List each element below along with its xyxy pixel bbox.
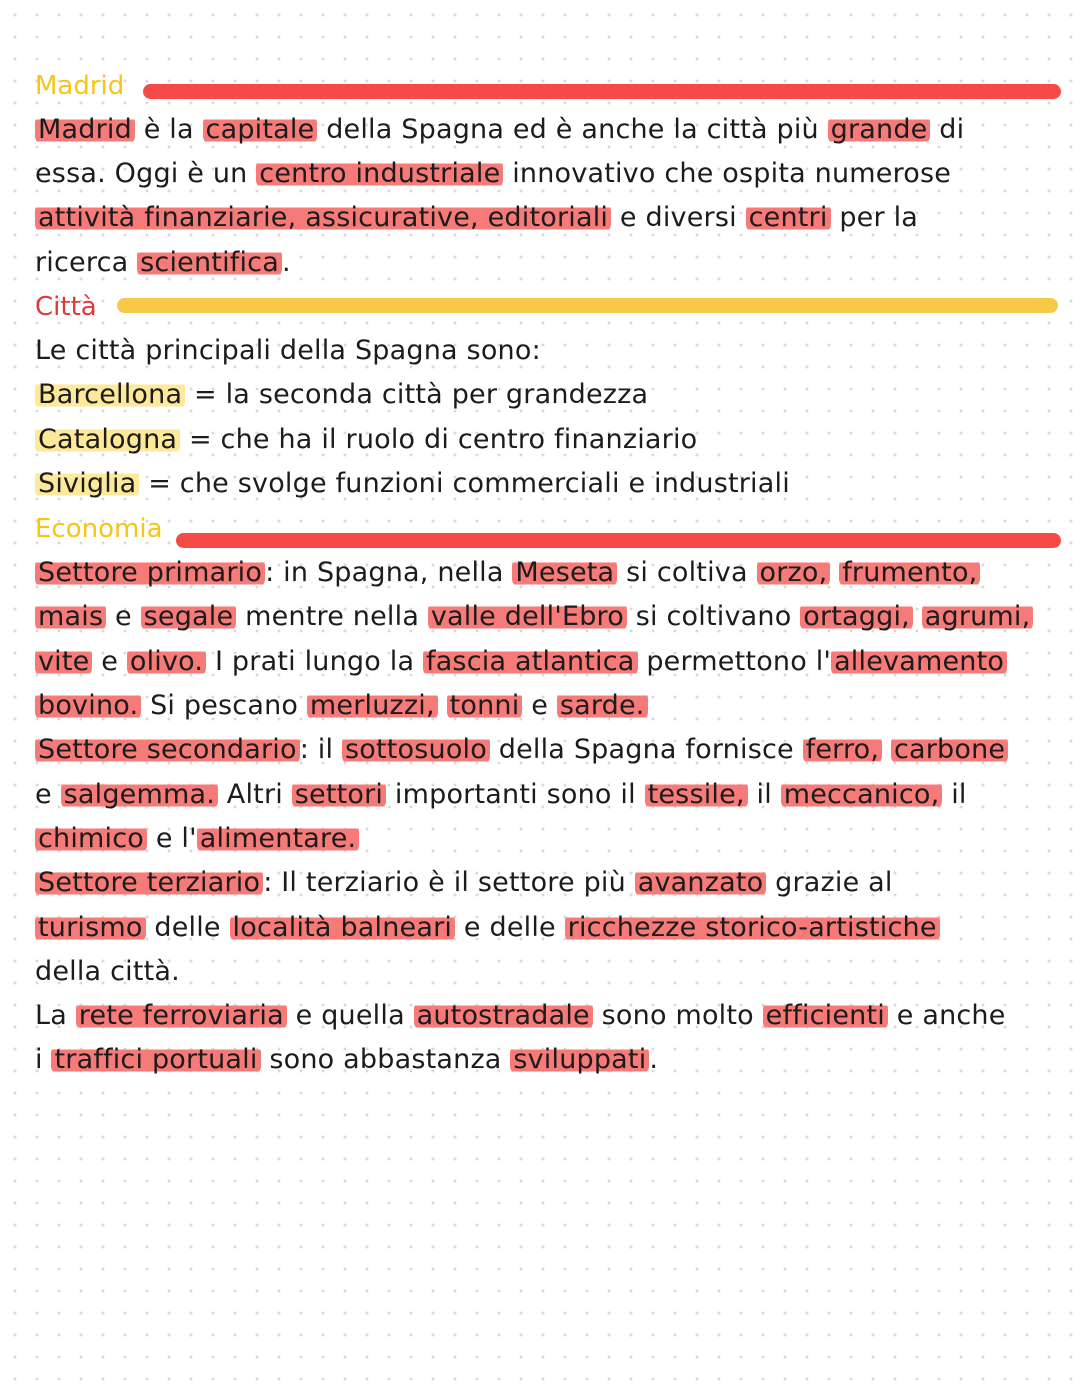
text-segment: . xyxy=(281,247,291,278)
text-segment: di xyxy=(930,114,965,145)
text-segment: e l' xyxy=(147,823,197,854)
highlighted-term: turismo xyxy=(35,912,146,943)
highlighted-term: grande xyxy=(828,114,931,145)
highlighted-term: Barcellona xyxy=(35,379,185,410)
highlighted-term: Settore primario xyxy=(35,557,265,588)
heading-citta-underline xyxy=(117,298,1058,313)
highlighted-term: scientifica xyxy=(137,247,282,278)
text-segment: il xyxy=(942,779,967,810)
highlighted-term: sottosuolo xyxy=(342,734,490,765)
highlighted-term: centro industriale xyxy=(256,158,503,189)
text-segment: e diversi xyxy=(611,202,746,233)
highlighted-term: fascia atlantica xyxy=(423,646,638,677)
text-segment: grazie al xyxy=(766,867,893,898)
economia-line xyxy=(35,952,180,992)
text-segment: il xyxy=(747,779,781,810)
highlighted-term: agrumi, xyxy=(922,601,1034,632)
text-segment: e quella xyxy=(286,1000,414,1031)
text-segment: è la xyxy=(134,114,203,145)
text-segment: . xyxy=(649,1044,659,1075)
text-segment: Si pescano xyxy=(141,690,307,721)
text-segment xyxy=(882,734,891,765)
text-segment: i xyxy=(35,1044,52,1075)
heading-citta: Città xyxy=(35,292,97,322)
text-segment: = che ha il ruolo di centro finanziario xyxy=(180,424,698,455)
economia-line xyxy=(35,775,967,815)
text-segment: delle xyxy=(145,912,230,943)
economia-line xyxy=(35,1040,658,1080)
heading-economia: Economia xyxy=(35,514,163,544)
text-segment: mentre nella xyxy=(236,601,428,632)
heading-economia-underline xyxy=(176,533,1061,548)
highlighted-term: orzo, xyxy=(757,557,831,588)
highlighted-term: carbone xyxy=(891,734,1008,765)
text-segment: si coltiva xyxy=(617,557,757,588)
text-segment: della città. xyxy=(35,956,180,987)
highlighted-term: avanzato xyxy=(635,867,767,898)
highlighted-term: Catalogna xyxy=(35,424,180,455)
text-segment: sono abbastanza xyxy=(260,1044,511,1075)
highlighted-term: traffici portuali xyxy=(51,1044,260,1075)
text-segment: e xyxy=(106,601,141,632)
highlighted-term: Siviglia xyxy=(35,468,139,499)
heading-economia-row xyxy=(35,509,163,549)
text-segment: importanti sono il xyxy=(386,779,645,810)
highlighted-term: attività finanziarie, assicurative, editoriali xyxy=(35,202,611,233)
heading-madrid-row xyxy=(35,66,124,106)
highlighted-term: sarde. xyxy=(557,690,648,721)
highlighted-term: vite xyxy=(35,646,92,677)
text-segment: essa. Oggi è un xyxy=(35,158,257,189)
highlighted-term: centri xyxy=(746,202,831,233)
madrid-line xyxy=(35,154,951,194)
text-segment: e xyxy=(522,690,557,721)
highlighted-term: tessile, xyxy=(645,779,748,810)
economia-line xyxy=(35,730,1008,770)
economia-line xyxy=(35,553,980,593)
text-segment: per la xyxy=(830,202,919,233)
highlighted-term: mais xyxy=(35,601,106,632)
highlighted-term: allevamento xyxy=(831,646,1007,677)
text-segment: e xyxy=(92,646,127,677)
highlighted-term: alimentare. xyxy=(197,823,360,854)
heading-madrid-underline xyxy=(143,84,1061,99)
highlighted-term: frumento, xyxy=(839,557,980,588)
highlighted-term: ortaggi, xyxy=(800,601,913,632)
highlighted-term: efficienti xyxy=(763,1000,888,1031)
highlighted-term: valle dell'Ebro xyxy=(428,601,627,632)
text-segment: : in Spagna, nella xyxy=(265,557,513,588)
text-segment: ricerca xyxy=(35,247,138,278)
highlighted-term: sviluppati xyxy=(510,1044,649,1075)
text-segment: = che svolge funzioni commerciali e industriali xyxy=(139,468,790,499)
text-segment: innovativo che ospita numerose xyxy=(503,158,952,189)
highlighted-term: settori xyxy=(292,779,386,810)
economia-line xyxy=(35,908,940,948)
citta-line xyxy=(35,420,697,460)
text-segment: La xyxy=(35,1000,76,1031)
heading-madrid: Madrid xyxy=(35,71,125,101)
economia-line xyxy=(35,819,359,859)
citta-line xyxy=(35,375,648,415)
highlighted-term: salgemma. xyxy=(61,779,218,810)
highlighted-term: Settore secondario xyxy=(35,734,300,765)
citta-line xyxy=(35,331,541,371)
highlighted-term: Madrid xyxy=(35,114,135,145)
highlighted-term: Meseta xyxy=(512,557,617,588)
madrid-line xyxy=(35,198,918,238)
text-segment: Le città principali della Spagna sono: xyxy=(35,335,541,366)
highlighted-term: autostradale xyxy=(414,1000,593,1031)
text-segment: Altri xyxy=(218,779,292,810)
madrid-line xyxy=(35,110,964,150)
highlighted-term: tonni xyxy=(447,690,523,721)
madrid-line xyxy=(35,243,291,283)
highlighted-term: chimico xyxy=(35,823,147,854)
text-segment: si coltivano xyxy=(626,601,801,632)
text-segment: della Spagna fornisce xyxy=(489,734,803,765)
highlighted-term: segale xyxy=(141,601,237,632)
highlighted-term: Settore terziario xyxy=(35,867,263,898)
text-segment: permettono l' xyxy=(637,646,832,677)
text-segment xyxy=(913,601,922,632)
text-segment: : il xyxy=(299,734,342,765)
text-segment: e delle xyxy=(455,912,565,943)
highlighted-term: olivo. xyxy=(127,646,206,677)
highlighted-term: capitale xyxy=(203,114,318,145)
text-segment: I prati lungo la xyxy=(206,646,423,677)
text-segment: e xyxy=(35,779,61,810)
economia-line xyxy=(35,597,1033,637)
text-segment xyxy=(830,557,839,588)
highlighted-term: meccanico, xyxy=(781,779,943,810)
highlighted-term: bovino. xyxy=(35,690,141,721)
text-segment: della Spagna ed è anche la città più xyxy=(317,114,828,145)
text-segment xyxy=(438,690,447,721)
citta-line xyxy=(35,464,790,504)
highlighted-term: ferro, xyxy=(803,734,883,765)
economia-line xyxy=(35,642,1007,682)
text-segment: sono molto xyxy=(592,1000,763,1031)
economia-line xyxy=(35,863,893,903)
economia-line xyxy=(35,686,648,726)
highlighted-term: rete ferroviaria xyxy=(76,1000,287,1031)
highlighted-term: località balneari xyxy=(230,912,456,943)
text-segment: e anche xyxy=(887,1000,1006,1031)
highlighted-term: ricchezze storico-artistiche xyxy=(565,912,940,943)
text-segment: : Il terziario è il settore più xyxy=(263,867,635,898)
text-segment: = la seconda città per grandezza xyxy=(185,379,649,410)
economia-line xyxy=(35,996,1006,1036)
heading-citta-row xyxy=(35,287,97,327)
highlighted-term: merluzzi, xyxy=(307,690,438,721)
